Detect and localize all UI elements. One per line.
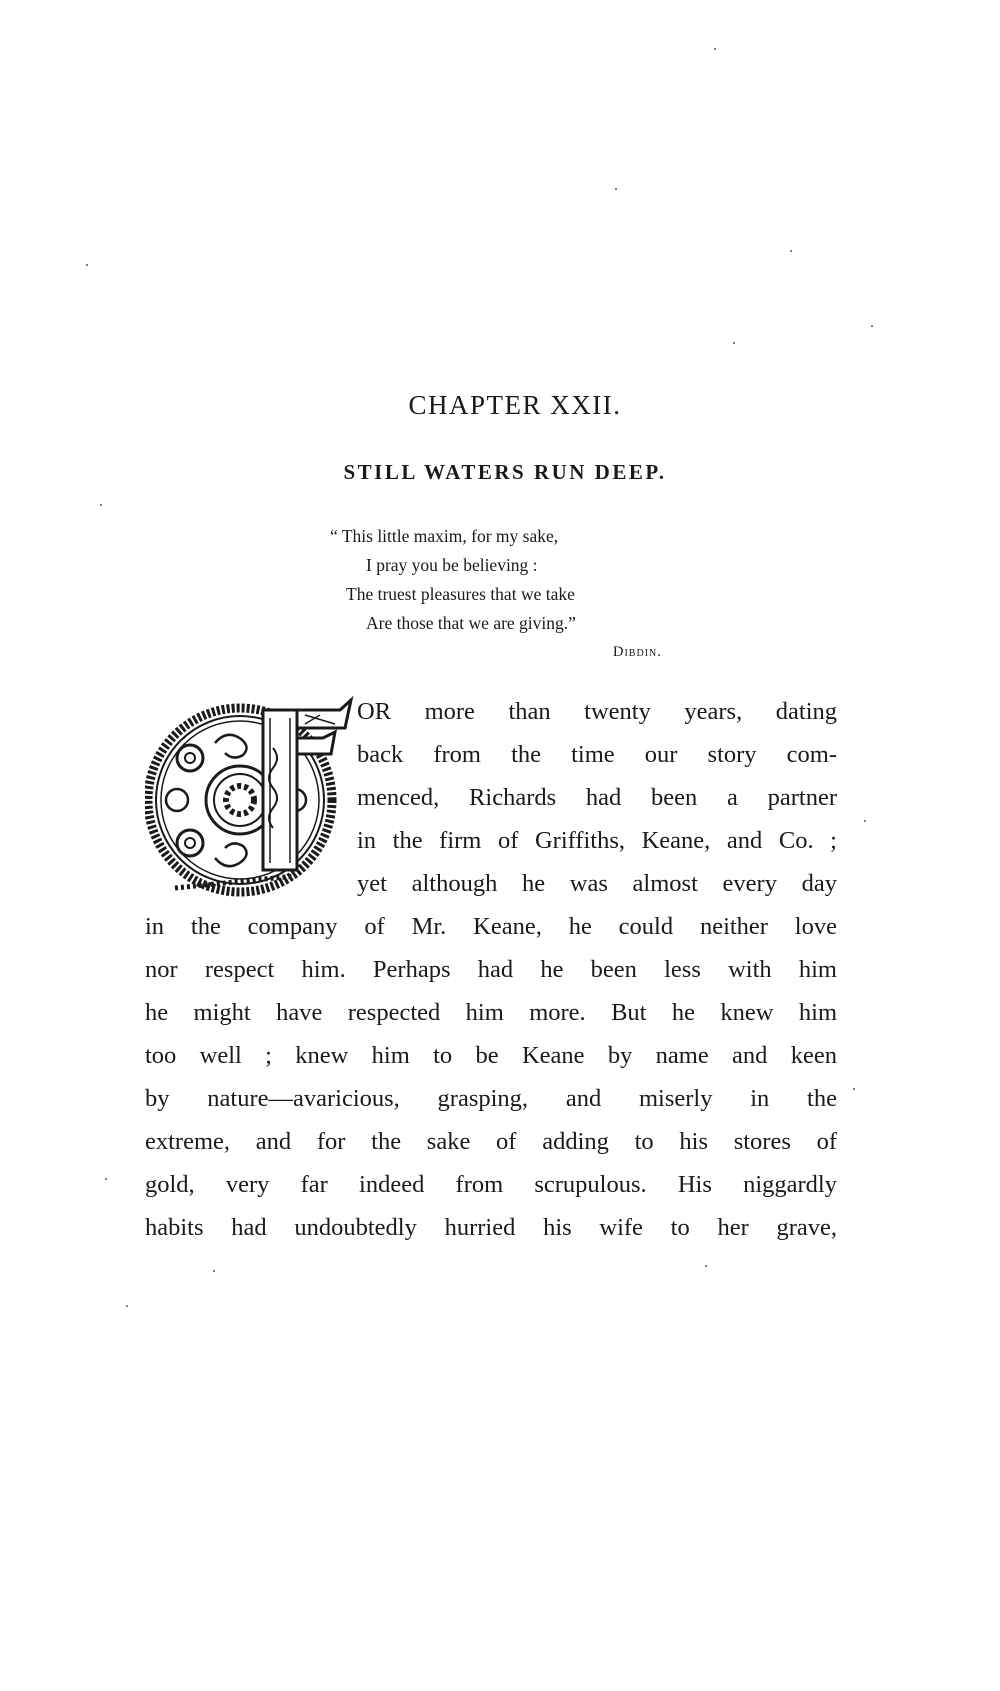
body-line: too well ; knew him to be Keane by name and keen [145, 1042, 837, 1069]
body-line: back from the time our story com- [357, 741, 837, 768]
body-line: yet although he was almost every day [357, 870, 837, 897]
chapter-body [145, 690, 837, 1249]
paper-speck [790, 250, 792, 252]
paper-speck [853, 1088, 855, 1090]
epigraph-attribution: Dibdin. [613, 644, 662, 660]
body-line: menced, Richards had been a partner [357, 784, 837, 811]
chapter-title: STILL WATERS RUN DEEP. [343, 460, 667, 484]
paper-speck [864, 820, 866, 822]
body-line: extreme, and for the sake of adding to his stores of [145, 1128, 837, 1155]
paper-speck [126, 1305, 128, 1307]
paper-speck [213, 1270, 215, 1272]
paper-speck [86, 264, 88, 266]
body-line: OR more than twenty years, dating [357, 698, 837, 725]
paper-speck [105, 1178, 107, 1180]
body-line: he might have respected him more. But he knew him [145, 999, 837, 1026]
body-line: in the firm of Griffiths, Keane, and Co. ; [357, 827, 837, 854]
paper-speck [871, 325, 873, 327]
paper-speck [733, 342, 735, 344]
paper-speck [705, 1265, 707, 1267]
paper-speck [714, 48, 716, 50]
paper-speck [615, 188, 617, 190]
body-line: gold, very far indeed from scrupulous. His niggardly [145, 1171, 837, 1198]
body-line: by nature—avaricious, grasping, and miserly in the [145, 1085, 837, 1112]
epigraph-line: The truest pleasures that we take [346, 584, 575, 604]
paper-speck [100, 504, 102, 506]
epigraph-line: “ This little maxim, for my sake, [330, 526, 559, 546]
chapter-heading: CHAPTER XXII. [408, 390, 622, 420]
epigraph-line: Are those that we are giving.” [366, 613, 576, 633]
body-line: nor respect him. Perhaps had he been less with him [145, 956, 837, 983]
body-line: habits had undoubtedly hurried his wife to her grave, [145, 1214, 837, 1241]
epigraph-line: I pray you be believing : [366, 555, 538, 575]
body-line: in the company of Mr. Keane, he could neither love [145, 913, 837, 940]
